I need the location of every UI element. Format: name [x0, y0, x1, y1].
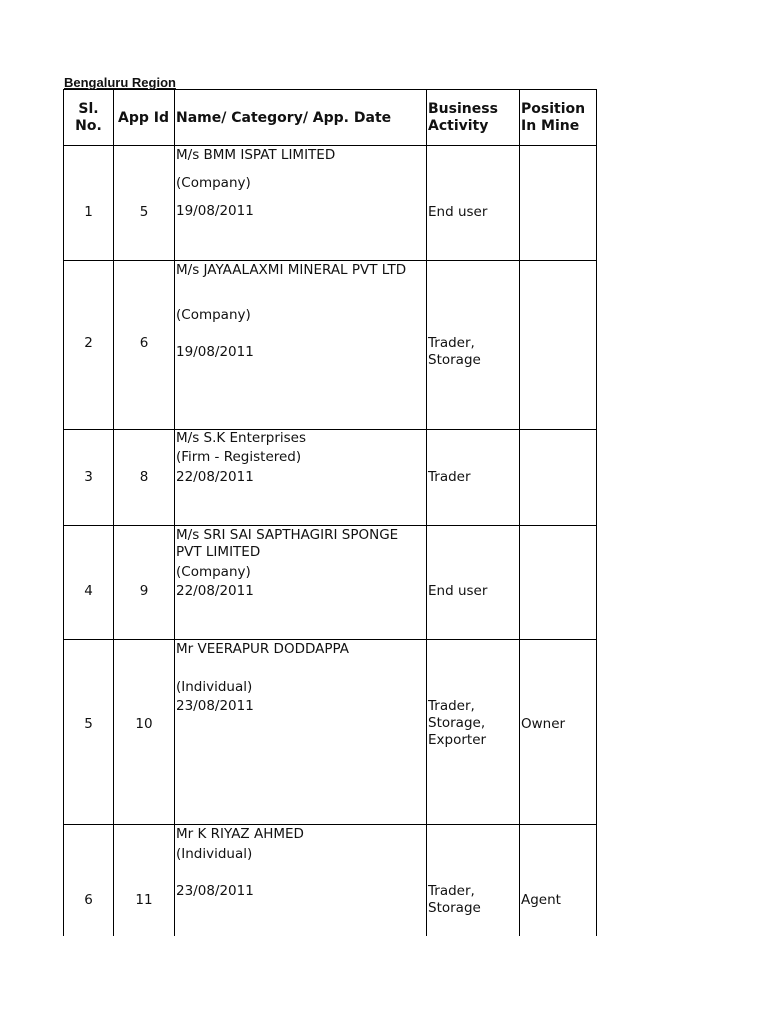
row-2-sl: 2: [84, 335, 93, 351]
row-divider: [64, 145, 596, 146]
row-1-sl: 1: [84, 204, 93, 220]
row-1-name: M/s BMM ISPAT LIMITED: [176, 147, 336, 163]
row-4-app-id: 9: [139, 583, 149, 599]
header-business-activity: Business Activity: [428, 101, 498, 134]
column-divider: [174, 90, 175, 936]
row-6-category: (Individual): [176, 846, 253, 862]
row-divider: [64, 525, 596, 526]
row-2-category: (Company): [176, 307, 251, 323]
row-4-date: 22/08/2011: [176, 583, 254, 599]
row-3-name: M/s S.K Enterprises: [176, 430, 307, 446]
row-4-business: End user: [428, 583, 488, 599]
row-divider: [64, 824, 596, 825]
column-divider: [519, 90, 520, 936]
header-sl-no: Sl. No.: [75, 101, 102, 134]
row-3-date: 22/08/2011: [176, 469, 254, 485]
row-5-date: 23/08/2011: [176, 698, 254, 714]
row-5-sl: 5: [84, 716, 93, 732]
row-4-sl: 4: [84, 583, 93, 599]
row-5-name: Mr VEERAPUR DODDAPPA: [176, 641, 350, 657]
row-6-date: 23/08/2011: [176, 883, 254, 899]
row-5-business: Trader, Storage, Exporter: [428, 698, 487, 748]
row-1-category: (Company): [176, 175, 251, 191]
applications-table: [63, 89, 597, 936]
header-app-id: App Id: [118, 110, 169, 126]
row-3-business: Trader: [428, 469, 471, 485]
row-1-app-id: 5: [139, 204, 149, 220]
row-divider: [64, 429, 596, 430]
header-name: Name/ Category/ App. Date: [176, 110, 392, 126]
row-divider: [64, 639, 596, 640]
row-2-app-id: 6: [139, 335, 149, 351]
row-2-date: 19/08/2011: [176, 344, 254, 360]
row-2-business: Trader, Storage: [428, 335, 481, 368]
region-title: Bengaluru Region: [64, 75, 176, 90]
row-6-name: Mr K RIYAZ AHMED: [176, 826, 304, 842]
row-3-category: (Firm - Registered): [176, 449, 302, 465]
row-divider: [64, 260, 596, 261]
row-5-app-id: 10: [135, 716, 153, 732]
row-6-sl: 6: [84, 892, 93, 908]
row-6-app-id: 11: [135, 892, 153, 908]
row-5-position: Owner: [521, 716, 566, 732]
row-1-date: 19/08/2011: [176, 203, 254, 219]
row-6-position: Agent: [521, 892, 561, 908]
row-1-business: End user: [428, 204, 488, 220]
row-6-business: Trader, Storage: [428, 883, 481, 916]
column-divider: [426, 90, 427, 936]
row-2-name: M/s JAYAALAXMI MINERAL PVT LTD: [176, 262, 407, 278]
row-5-category: (Individual): [176, 679, 253, 695]
row-3-app-id: 8: [139, 469, 149, 485]
row-4-name: M/s SRI SAI SAPTHAGIRI SPONGE PVT LIMITED: [176, 527, 399, 560]
row-3-sl: 3: [84, 469, 93, 485]
row-4-category: (Company): [176, 564, 251, 580]
header-position-in-mine: Position In Mine: [521, 101, 586, 134]
